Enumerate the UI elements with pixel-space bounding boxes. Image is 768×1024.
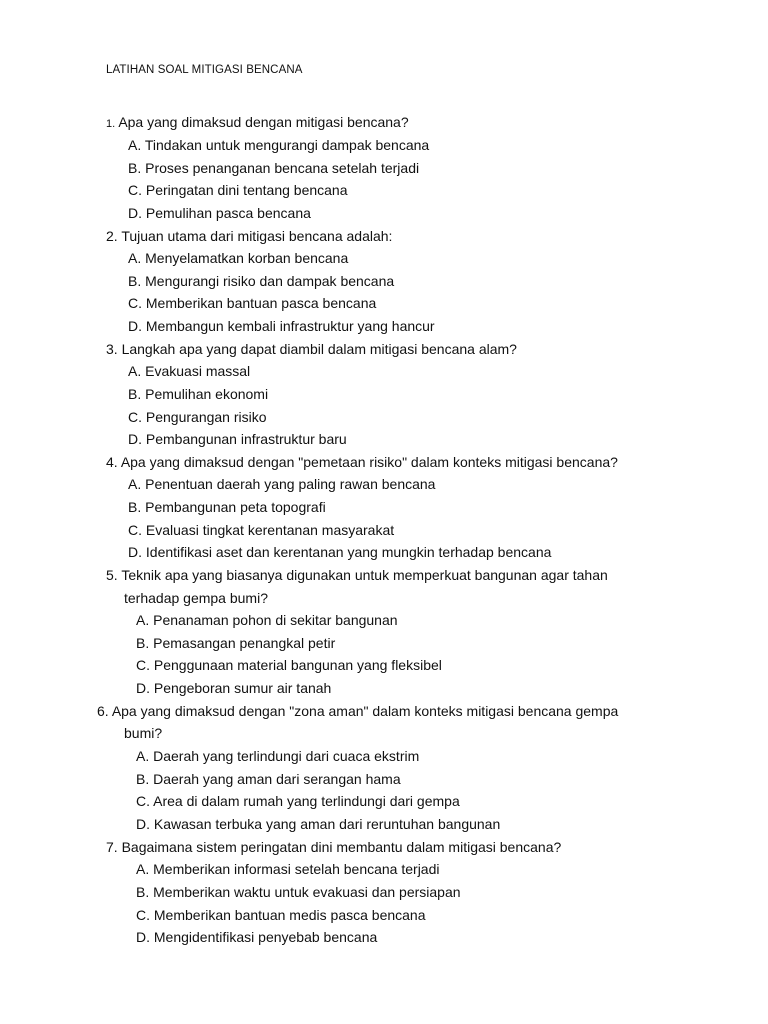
option-4c: C. Evaluasi tingkat kerentanan masyarakat [128, 522, 395, 538]
option-7a: A. Memberikan informasi setelah bencana terjadi [136, 861, 440, 877]
question-text: Langkah apa yang dapat diambil dalam mitigasi bencana alam? [121, 341, 517, 357]
question-4 [106, 454, 618, 470]
question-text: Apa yang dimaksud dengan "zona aman" dalam konteks mitigasi bencana gempa [111, 703, 619, 719]
option-2d: D. Membangun kembali infrastruktur yang hancur [128, 318, 435, 334]
question-number: 4. [106, 454, 118, 470]
option-3d: D. Pembangunan infrastruktur baru [128, 431, 347, 447]
question-number: 6. [97, 703, 109, 719]
option-4b: B. Pembangunan peta topografi [128, 499, 326, 515]
option-1b: B. Proses penanganan bencana setelah terjadi [128, 160, 420, 176]
question-2 [106, 228, 392, 244]
question-text: Teknik apa yang biasanya digunakan untuk memperkuat bangunan agar tahan [121, 567, 608, 583]
option-7b: B. Memberikan waktu untuk evakuasi dan persiapan [136, 884, 461, 900]
option-5d: D. Pengeboran sumur air tanah [136, 680, 332, 696]
option-5a: A. Penanaman pohon di sekitar bangunan [136, 612, 398, 628]
question-number: 3. [106, 341, 118, 357]
question-text: Apa yang dimaksud dengan "pemetaan risiko" dalam konteks mitigasi bencana? [120, 454, 618, 470]
question-text: Tujuan utama dari mitigasi bencana adalah: [121, 228, 393, 244]
question-3 [106, 341, 517, 357]
option-7c: C. Memberikan bantuan medis pasca bencana [136, 907, 426, 923]
option-3c: C. Pengurangan risiko [128, 409, 267, 425]
question-5 [106, 567, 608, 583]
question-number: 7. [106, 839, 118, 855]
option-1d: D. Pemulihan pasca bencana [128, 205, 311, 221]
page-title: LATIHAN SOAL MITIGASI BENCANA [106, 64, 303, 76]
question-text: Bagaimana sistem peringatan dini membantu dalam mitigasi bencana? [121, 839, 562, 855]
option-6d: D. Kawasan terbuka yang aman dari reruntuhan bangunan [136, 816, 501, 832]
option-4a: A. Penentuan daerah yang paling rawan bencana [128, 476, 436, 492]
question-7 [106, 839, 561, 855]
option-7d: D. Mengidentifikasi penyebab bencana [136, 929, 378, 945]
option-2a: A. Menyelamatkan korban bencana [128, 250, 349, 266]
question-6-continuation: bumi? [124, 725, 163, 741]
question-5-continuation: terhadap gempa bumi? [124, 590, 268, 606]
option-1c: C. Peringatan dini tentang bencana [128, 182, 348, 198]
question-1 [106, 114, 409, 132]
option-6b: B. Daerah yang aman dari serangan hama [136, 771, 401, 787]
question-number: 1. [106, 118, 116, 130]
option-2b: B. Mengurangi risiko dan dampak bencana [128, 273, 395, 289]
option-5b: B. Pemasangan penangkal petir [136, 635, 336, 651]
question-text: Apa yang dimaksud dengan mitigasi bencana? [118, 114, 409, 130]
question-number: 2. [106, 228, 118, 244]
option-3a: A. Evakuasi massal [128, 363, 251, 379]
option-2c: C. Memberikan bantuan pasca bencana [128, 295, 377, 311]
option-3b: B. Pemulihan ekonomi [128, 386, 269, 402]
question-6 [97, 703, 618, 719]
option-4d: D. Identifikasi aset dan kerentanan yang mungkin terhadap bencana [128, 544, 552, 560]
option-6c: C. Area di dalam rumah yang terlindungi dari gempa [136, 793, 460, 809]
question-number: 5. [106, 567, 118, 583]
option-6a: A. Daerah yang terlindungi dari cuaca ekstrim [136, 748, 420, 764]
option-1a: A. Tindakan untuk mengurangi dampak bencana [128, 137, 430, 153]
option-5c: C. Penggunaan material bangunan yang fleksibel [136, 657, 442, 673]
